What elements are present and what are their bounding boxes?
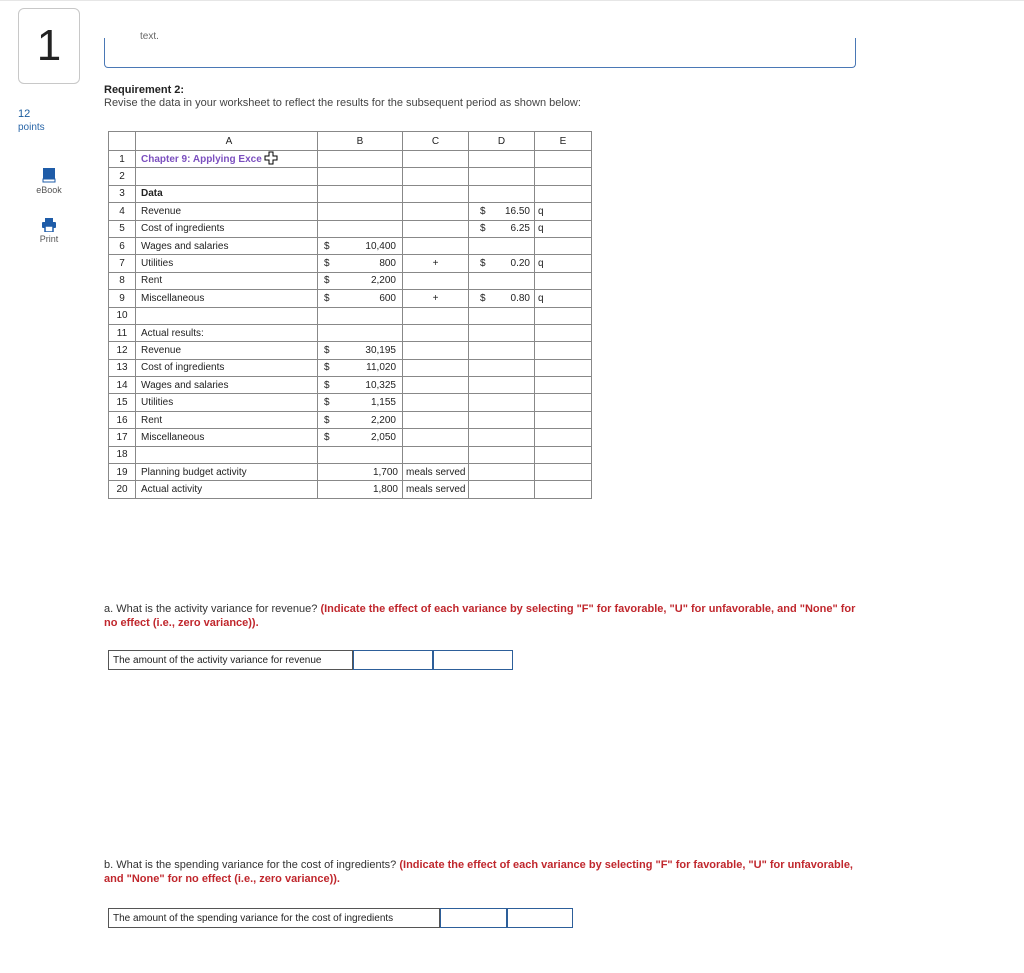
previous-answer-box (104, 38, 856, 68)
cell-a (136, 394, 318, 411)
cell-e (535, 342, 592, 359)
cell-e (535, 237, 592, 254)
cell-b-value: 1,700 (372, 466, 398, 478)
top-divider (0, 0, 1024, 1)
cell-b-money (318, 362, 402, 373)
cell-a (136, 255, 318, 272)
cell-e (535, 151, 592, 168)
cell-a-text: Actual results: (141, 327, 204, 339)
cell-a-text: Miscellaneous (141, 431, 205, 443)
cell-b (318, 394, 403, 411)
cell-a-text: Wages and salaries (141, 240, 229, 252)
cell-e (535, 481, 592, 498)
row-number: 4 (109, 203, 136, 220)
cell-d (469, 464, 535, 481)
cell-b (318, 255, 403, 272)
cell-d-currency: $ (480, 292, 486, 304)
cell-d (469, 272, 535, 289)
sheet-row (109, 411, 592, 428)
cell-d (469, 324, 535, 341)
cell-a (136, 342, 318, 359)
cell-a-text: Revenue (141, 344, 182, 356)
cell-e-text: q (538, 205, 544, 217)
cell-a (136, 429, 318, 446)
cell-c (403, 307, 469, 324)
cell-c (403, 394, 469, 411)
cell-d (469, 411, 535, 428)
row-number: 17 (109, 429, 136, 446)
cell-a (136, 446, 318, 463)
cell-c (403, 342, 469, 359)
print-button[interactable] (24, 218, 74, 244)
sheet-row (109, 185, 592, 202)
question-b (104, 858, 864, 886)
cell-b-money (318, 275, 402, 286)
cell-b-value: 10,325 (365, 379, 396, 391)
cell-c (403, 255, 469, 272)
cell-e (535, 359, 592, 376)
cell-d (469, 307, 535, 324)
cell-a (136, 220, 318, 237)
cell-d (469, 185, 535, 202)
cell-b (318, 411, 403, 428)
sheet-row (109, 342, 592, 359)
cell-b-value: 2,200 (370, 414, 396, 426)
cell-a-text: Utilities (141, 397, 174, 409)
sheet-row (109, 151, 592, 168)
cell-b (318, 185, 403, 202)
cell-b-currency: $ (324, 240, 330, 252)
cell-e (535, 307, 592, 324)
sheet-row (109, 168, 592, 185)
row-number: 20 (109, 481, 136, 498)
cell-b (318, 342, 403, 359)
cell-a-text: Miscellaneous (141, 292, 205, 304)
cell-b-currency: $ (324, 344, 330, 356)
cell-c (403, 359, 469, 376)
question-number (18, 8, 80, 84)
cell-b-money (318, 415, 402, 426)
cell-d-money (469, 223, 534, 234)
cell-b-money (318, 293, 402, 304)
cell-c-text: meals served (406, 484, 466, 496)
cell-b-money (318, 345, 402, 356)
cell-b-currency: $ (324, 362, 330, 374)
sheet-row (109, 394, 592, 411)
cell-d-money (469, 206, 534, 217)
row-number: 18 (109, 446, 136, 463)
cell-b-value: 800 (379, 258, 396, 270)
row-number: 3 (109, 185, 136, 202)
cell-d (469, 203, 535, 220)
cell-e (535, 377, 592, 394)
corner-cell (109, 132, 136, 151)
worksheet-table (108, 131, 592, 499)
column-header-row (109, 132, 592, 151)
row-number: 1 (109, 151, 136, 168)
cell-b-currency: $ (324, 275, 330, 287)
cell-b-money (318, 432, 402, 443)
cell-b-currency: $ (324, 258, 330, 270)
cell-a-text: Rent (141, 275, 163, 287)
cell-d-value: 0.20 (510, 258, 530, 270)
sheet-row (109, 220, 592, 237)
cell-a (136, 237, 318, 254)
cell-d-money (469, 293, 534, 304)
cell-b (318, 446, 403, 463)
cell-b-currency: $ (324, 414, 330, 426)
cell-c (403, 203, 469, 220)
ebook-label: eBook (36, 185, 62, 195)
cell-b-currency: $ (324, 292, 330, 304)
row-number: 6 (109, 237, 136, 254)
row-number: 7 (109, 255, 136, 272)
column-header-b: B (318, 132, 403, 151)
cell-b (318, 290, 403, 307)
row-number: 13 (109, 359, 136, 376)
cell-e (535, 220, 592, 237)
cell-b-value: 11,020 (366, 362, 396, 374)
cell-c (403, 411, 469, 428)
cell-d (469, 151, 535, 168)
requirement-text: Revise the data in your worksheet to reflect the results for the subsequent period as shown below: (104, 97, 581, 109)
sheet-row (109, 203, 592, 220)
cell-b-money (318, 397, 402, 408)
cell-c (403, 429, 469, 446)
cell-e (535, 168, 592, 185)
cell-e (535, 185, 592, 202)
cell-a-text: Wages and salaries (141, 379, 229, 391)
cell-a-text: Cost of ingredients (141, 362, 225, 374)
cell-b-value: 600 (379, 292, 396, 304)
points-value: 12 (18, 108, 31, 120)
cell-d (469, 168, 535, 185)
requirement-title: Requirement 2: (104, 84, 185, 96)
answer-b-effect-select[interactable] (507, 908, 573, 928)
cell-b (318, 377, 403, 394)
row-number: 14 (109, 377, 136, 394)
cell-b-value: 10,400 (365, 240, 396, 252)
book-icon (42, 167, 56, 183)
cell-b-money (318, 380, 402, 391)
row-number: 9 (109, 290, 136, 307)
cell-e (535, 464, 592, 481)
sheet-row (109, 324, 592, 341)
sheet-row (109, 377, 592, 394)
cell-b-value: 2,050 (370, 431, 396, 443)
column-header-a: A (136, 132, 318, 151)
cell-c (403, 237, 469, 254)
cell-c (403, 290, 469, 307)
cell-d (469, 342, 535, 359)
cell-e-text: q (538, 223, 544, 235)
cell-e (535, 255, 592, 272)
sheet-row (109, 290, 592, 307)
column-header-e: E (535, 132, 592, 151)
cell-a (136, 377, 318, 394)
cell-a (136, 168, 318, 185)
sheet-row (109, 237, 592, 254)
cell-a (136, 272, 318, 289)
row-number: 11 (109, 324, 136, 341)
cell-c (403, 168, 469, 185)
cell-d-currency: $ (480, 258, 486, 270)
cell-d (469, 481, 535, 498)
cell-e (535, 290, 592, 307)
cell-a-text: Utilities (141, 258, 174, 270)
cell-a (136, 307, 318, 324)
column-header-c: C (403, 132, 469, 151)
question-b-instruction: (Indicate the effect of each variance by selecting "F" for favorable, "U" for unfavorable, and "None" for no effect (i.e., zero variance)). (104, 859, 853, 885)
question-a-instruction: (Indicate the effect of each variance by selecting "F" for favorable, "U" for unfavorable, and "None" for no effect (i.e., zero variance)). (104, 603, 856, 629)
answer-row-a (108, 650, 513, 670)
cell-b (318, 429, 403, 446)
answer-b-label: The amount of the spending variance for the cost of ingredients (108, 908, 440, 928)
sheet-row (109, 481, 592, 498)
sheet-row (109, 446, 592, 463)
print-label: Print (39, 234, 59, 244)
cell-d (469, 290, 535, 307)
cell-c-text: + (432, 292, 439, 304)
cell-e (535, 446, 592, 463)
row-number: 2 (109, 168, 136, 185)
cell-e (535, 429, 592, 446)
cell-b (318, 481, 403, 498)
cell-c-text: + (432, 258, 439, 270)
cell-a (136, 290, 318, 307)
cell-c (403, 446, 469, 463)
cell-b (318, 168, 403, 185)
row-number: 15 (109, 394, 136, 411)
cell-d (469, 220, 535, 237)
cell-c (403, 481, 469, 498)
sheet-row (109, 255, 592, 272)
cell-d (469, 429, 535, 446)
answer-a-effect-select[interactable] (433, 650, 513, 670)
cell-d (469, 377, 535, 394)
cell-b-currency: $ (324, 431, 330, 443)
cell-c (403, 185, 469, 202)
cell-d (469, 394, 535, 411)
cell-a (136, 185, 318, 202)
cell-b (318, 324, 403, 341)
cell-d (469, 255, 535, 272)
question-number-text: 1 (36, 21, 62, 70)
question-a-text: a. What is the activity variance for revenue? (104, 603, 318, 615)
cell-e-text: q (538, 292, 544, 304)
cell-a-text: Revenue (141, 205, 182, 217)
cell-c-text: meals served (406, 466, 466, 478)
cell-b (318, 203, 403, 220)
cell-a-text: Actual activity (141, 484, 203, 496)
cell-d-currency: $ (480, 205, 486, 217)
cell-d (469, 237, 535, 254)
cell-a-text: Chapter 9: Applying Exce (141, 153, 262, 165)
sheet-row (109, 272, 592, 289)
cell-c (403, 464, 469, 481)
cell-a-text: Data (141, 188, 163, 200)
cell-c (403, 151, 469, 168)
answer-a-amount-input[interactable] (353, 650, 433, 670)
sheet-row (109, 429, 592, 446)
row-number: 5 (109, 220, 136, 237)
cell-b (318, 359, 403, 376)
answer-a-label: The amount of the activity variance for revenue (108, 650, 353, 670)
row-number: 12 (109, 342, 136, 359)
cell-c (403, 324, 469, 341)
cell-b (318, 220, 403, 237)
cell-a-text: Rent (141, 414, 163, 426)
answer-row-b (108, 908, 573, 928)
cell-b-money (318, 258, 402, 269)
cell-d-value: 16.50 (504, 205, 530, 217)
cell-d-money (469, 258, 534, 269)
cell-d (469, 359, 535, 376)
cell-b (318, 237, 403, 254)
cell-b-value: 30,195 (365, 344, 396, 356)
cell-b-money (318, 241, 402, 252)
printer-icon (42, 218, 56, 232)
cell-c (403, 220, 469, 237)
cell-e (535, 272, 592, 289)
sheet-row (109, 359, 592, 376)
cell-a (136, 151, 318, 168)
cell-a-text: Planning budget activity (141, 466, 247, 478)
question-a (104, 602, 864, 630)
row-number: 19 (109, 464, 136, 481)
ebook-button[interactable] (24, 167, 74, 195)
cell-e (535, 394, 592, 411)
cell-e (535, 324, 592, 341)
cell-b-currency: $ (324, 379, 330, 391)
cell-c (403, 272, 469, 289)
cell-b-currency: $ (324, 397, 330, 409)
row-number: 10 (109, 307, 136, 324)
sheet-row (109, 464, 592, 481)
cell-a (136, 359, 318, 376)
cell-a (136, 411, 318, 428)
cell-cursor-icon (264, 151, 278, 165)
sheet-row (109, 307, 592, 324)
cell-a (136, 324, 318, 341)
question-b-text: b. What is the spending variance for the cost of ingredients? (104, 859, 397, 871)
points-label: points (18, 122, 45, 133)
cell-b (318, 151, 403, 168)
cell-d-currency: $ (480, 223, 486, 235)
cell-e (535, 203, 592, 220)
cell-d-value: 0.80 (510, 292, 530, 304)
cell-b-value: 1,800 (372, 484, 398, 496)
cell-e (535, 411, 592, 428)
cell-c (403, 377, 469, 394)
cell-b (318, 464, 403, 481)
previous-answer-text: text. (140, 31, 159, 42)
cell-e-text: q (538, 258, 544, 270)
cell-d-value: 6.25 (510, 223, 530, 235)
column-header-d: D (469, 132, 535, 151)
cell-a (136, 481, 318, 498)
cell-a (136, 203, 318, 220)
cell-a-text: Cost of ingredients (141, 223, 225, 235)
row-number: 16 (109, 411, 136, 428)
cell-b (318, 272, 403, 289)
cell-a (136, 464, 318, 481)
row-number: 8 (109, 272, 136, 289)
cell-d (469, 446, 535, 463)
cell-b-value: 1,155 (370, 397, 396, 409)
cell-b (318, 307, 403, 324)
answer-b-amount-input[interactable] (440, 908, 507, 928)
cell-b-value: 2,200 (370, 275, 396, 287)
